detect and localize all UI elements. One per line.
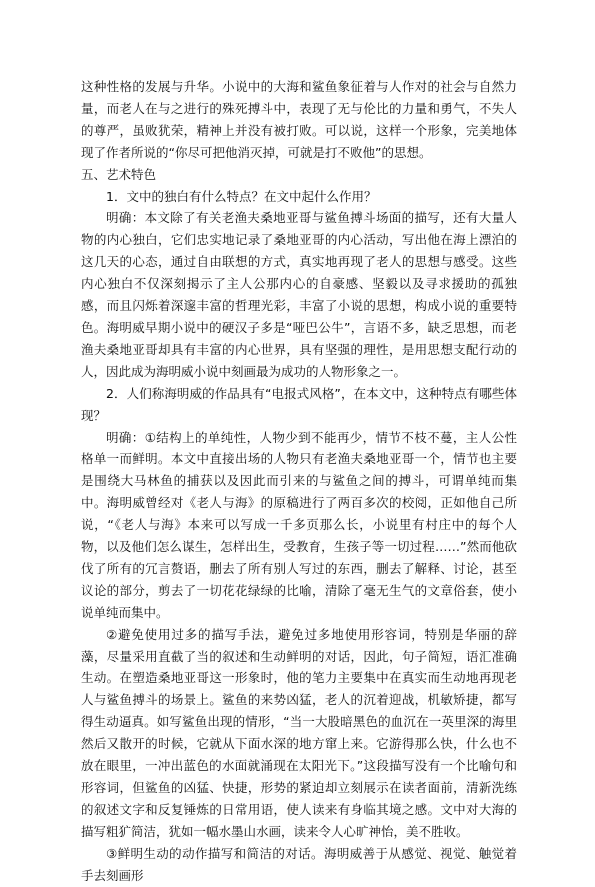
paragraph-continuation: 这种性格的发展与升华。小说中的大海和鲨鱼象征着与人作对的社会与自然力量，而老人在与之进行的殊死搏斗中，表现了无与伦比的力量和勇气，不失人的尊严，虽败犹荣，精神上并没有被打败。可以说，这样一个形象，完美地体现了作者所说的“你尽可把他消灭掉，可就是打不败他”的思想。 xyxy=(81,79,517,160)
answer-2-point-1: 明确：①结构上的单纯性，人物少到不能再少，情节不枝不蔓，主人公性格单一而鲜明。本文中直接出场的人物只有老渔夫桑地亚哥一个，情节也主要是围绕大马林鱼的捕获以及因此而引来的与鲨鱼之间的搏斗，可谓单纯而集中。海明威曾经对《老人与海》的原稿进行了两百多次的校阅，正如他自己所说，“《老人与海》本来可以写成一千多页那么长，小说里有村庄中的每个人物，以及他们怎么谋生，怎样出生，受教育，生孩子等一切过程……”然而他砍伐了所有的冗言赘语，删去了所有别人写过的东西，删去了解释、讨论，甚至议论的部分，剪去了一切花花绿绿的比喻，清除了毫无生气的文章俗套，使小说单纯而集中。 xyxy=(81,429,517,620)
question-1: 1．文中的独白有什么特点？在文中起什么作用？ xyxy=(106,188,377,204)
document-body xyxy=(81,76,517,887)
section-heading: 五、艺术特色 xyxy=(81,166,157,182)
answer-2-point-3: ③鲜明生动的动作描写和简洁的对话。海明威善于从感觉、视觉、触觉着手去刻画形 xyxy=(81,845,517,883)
question-2: 2．人们称海明威的作品具有“电报式风格”，在本文中，这种特点有哪些体现？ xyxy=(81,385,517,423)
answer-1: 明确：本文除了有关老渔夫桑地亚哥与鲨鱼搏斗场面的描写，还有大量人物的内心独白，它们忠实地记录了桑地亚哥的内心活动，写出他在海上漂泊的这几天的心态，通过自由联想的方式，真实地再现了老人的思想与感受。这些内心独白不仅深刻揭示了主人公那内心的自豪感、坚毅以及寻求援助的孤独感，而且闪烁着深邃丰富的哲理光彩，丰富了小说的思想，构成小说的重要特色。海明威早期小说中的硬汉子多是“哑巴公牛”，言语不多，缺乏思想，而老渔夫桑地亚哥却具有丰富的内心世界，具有坚强的理性，是用思想支配行动的人，因此成为海明威小说中刻画最为成功的人物形象之一。 xyxy=(81,210,517,379)
answer-2-point-2: ②避免使用过多的描写手法，避免过多地使用形容词，特别是华丽的辞藻，尽量采用直截了当的叙述和生动鲜明的对话，因此，句子简短，语汇准确生动。在塑造桑地亚哥这一形象时，他的笔力主要集中在真实而生动地再现老人与鲨鱼搏斗的场景上。鲨鱼的来势凶猛，老人的沉着迎战，机敏矫捷，都写得生动逼真。如写鲨鱼出现的情形，“当一大股暗黑色的血沉在一英里深的海里然后又散开的时候，它就从下面水深的地方窜上来。它游得那么快，什么也不放在眼里，一冲出蓝色的水面就涌现在太阳光下。”这段描写没有一个比喻句和形容词，但鲨鱼的凶猛、快捷，形势的紧迫却立刻展示在读者面前，清新洗练的叙述文字和反复锤炼的日常用语，使人读来有身临其境之感。文中对大海的描写粗犷简洁，犹如一幅水墨山水画，读来令人心旷神怡，美不胜收。 xyxy=(81,626,517,839)
